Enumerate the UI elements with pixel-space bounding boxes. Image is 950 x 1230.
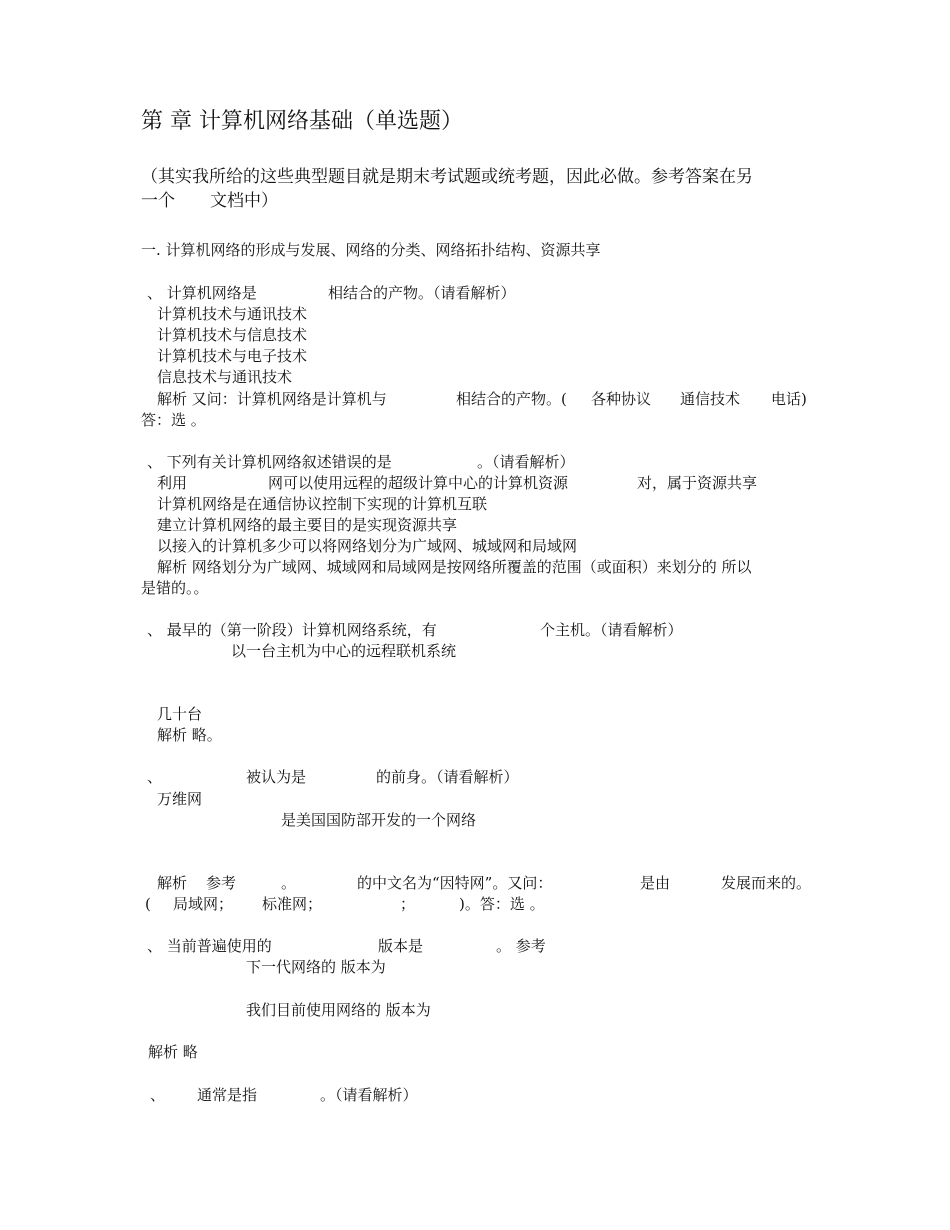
q5-line-2: 下一代网络的 版本为: [246, 958, 386, 976]
intro-line-2b: 文档中）: [210, 191, 278, 211]
q1-analysis-e: 电话): [771, 390, 807, 408]
q2-option-d: 以接入的计算机多少可以将网络划分为广域网、城域网和局域网: [157, 537, 578, 555]
q1-analysis-c: 各种协议: [591, 390, 652, 408]
q1-option-c: 计算机技术与电子技术: [157, 347, 308, 365]
q5-part-a: 、 当前普遍使用的: [147, 937, 272, 955]
q4-mid-1: 被认为是: [246, 768, 307, 786]
q3-option-d: 几十台: [157, 705, 203, 723]
q1-stem-suffix: 相结合的产物。（请看解析）: [328, 284, 516, 302]
q5-analysis: 解析 略: [148, 1043, 198, 1061]
q1-analysis-b: 相结合的产物。(: [456, 390, 567, 408]
q2-option-a1: 利用: [157, 474, 188, 492]
q4-analysis-f: 发展而来的。: [721, 874, 812, 892]
q2-stem-prefix: 、 下列有关计算机网络叙述错误的是: [147, 453, 392, 471]
q4-mid-2: 的前身。（请看解析）: [376, 768, 519, 786]
q2-option-a3: 对，属于资源共享: [637, 474, 758, 492]
q6-part-b: 通常是指: [197, 1086, 258, 1104]
q1-option-a: 计算机技术与通讯技术: [157, 305, 308, 323]
q1-analysis-d: 通信技术: [680, 390, 741, 408]
q3-stem-suffix: 个主机。（请看解析）: [540, 621, 683, 639]
q3-stem-prefix: 、 最早的（第一阶段）计算机网络系统，有: [147, 621, 437, 639]
q1-analysis-a: 解析 又问：计算机网络是计算机与: [157, 390, 387, 408]
q4-analysis-j: ；: [400, 895, 416, 913]
q2-option-b: 计算机网络是在通信协议控制下实现的计算机互联: [157, 495, 488, 513]
q2-analysis-2: 是错的。。: [141, 579, 209, 597]
q1-option-d: 信息技术与通讯技术: [157, 368, 293, 386]
q4-analysis-b: 参考: [206, 874, 237, 892]
q4-analysis-a: 解析: [157, 874, 188, 892]
q4-option-2: 是美国国防部开发的一个网络: [281, 811, 477, 829]
intro-line-2a: 一个: [141, 191, 175, 211]
q2-analysis-1: 解析 网络划分为广域网、城域网和局域网是按网络所覆盖的范围（或面积）来划分的 所以: [157, 558, 752, 576]
q5-part-b: 版本是: [378, 937, 424, 955]
q6-part-a: 、: [150, 1086, 166, 1104]
q4-analysis-g: (: [145, 895, 151, 913]
q2-stem-suffix: 。（请看解析）: [477, 453, 575, 471]
q4-analysis-i: 标准网；: [262, 895, 323, 913]
q4-analysis-e: 是由: [640, 874, 671, 892]
q4-analysis-c: 。: [281, 874, 297, 892]
q6-part-c: 。（请看解析）: [320, 1086, 418, 1104]
q4-analysis-k: )。答：选 。: [459, 895, 545, 913]
q3-analysis: 解析 略。: [157, 726, 222, 744]
q2-option-c: 建立计算机网络的最主要目的是实现资源共享: [157, 516, 458, 534]
q4-analysis-h: 局域网；: [173, 895, 234, 913]
q4-option-1: 万维网: [157, 790, 203, 808]
q1-stem-prefix: 、 计算机网络是: [147, 284, 257, 302]
q3-option-a: 以一台主机为中心的远程联机系统: [231, 642, 457, 660]
q1-answer: 答：选 。: [141, 411, 206, 429]
q5-line-3: 我们目前使用网络的 版本为: [246, 1001, 431, 1019]
q4-prefix: 、: [147, 768, 163, 786]
section-heading: 一. 计算机网络的形成与发展、网络的分类、网络拓扑结构、资源共享: [141, 241, 601, 259]
q2-option-a2: 网可以使用远程的超级计算中心的计算机资源: [268, 474, 569, 492]
q4-analysis-d: 的中文名为“因特网”。又问：: [357, 874, 553, 892]
page-title: 第 章 计算机网络基础（单选题）: [141, 109, 463, 134]
q5-part-c: 。 参考: [496, 937, 546, 955]
q1-option-b: 计算机技术与信息技术: [157, 326, 308, 344]
intro-line-1: （其实我所给的这些典型题目就是期末考试题或统考题，因此必做。参考答案在另: [141, 167, 753, 187]
